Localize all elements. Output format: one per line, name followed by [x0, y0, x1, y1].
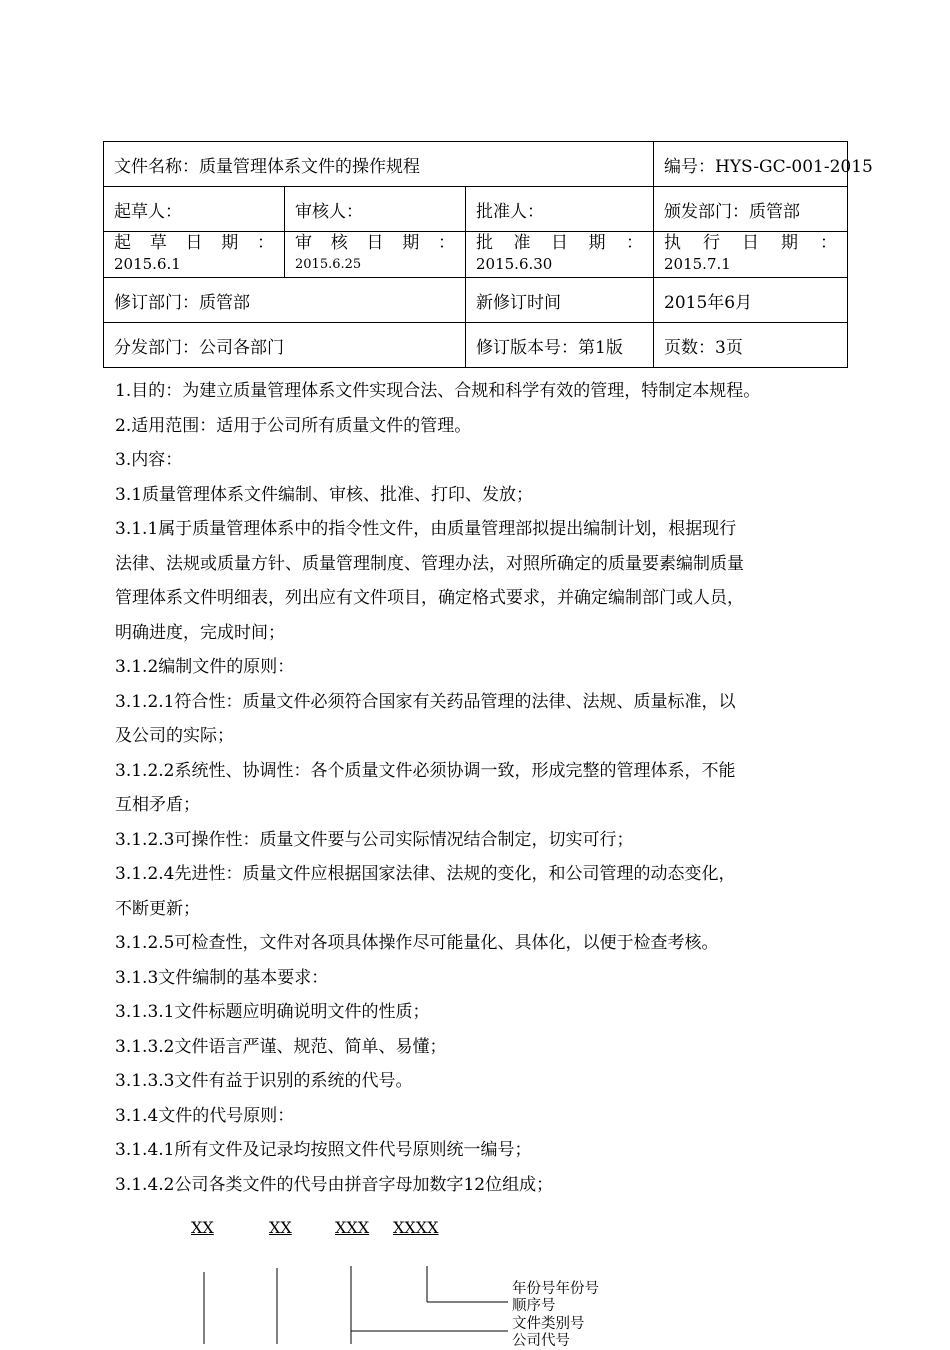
issue-dept-cell: 颁发部门：质管部: [654, 187, 848, 232]
paragraph-3-1-3-3: 3.1.3.3文件有益于识别的系统的代号。: [115, 1071, 413, 1091]
revision-version-cell: 修订版本号：第1版: [466, 323, 654, 368]
exec-date-value: 2015.7.1: [664, 255, 731, 273]
legend-year: 年份号年份号: [512, 1281, 599, 1297]
code-segment-year: XXXX: [393, 1218, 439, 1237]
paragraph-3-1-2-1-line1: 3.1.2.1符合性：质量文件必须符合国家有关药品管理的法律、法规、质量标准，以: [115, 691, 736, 712]
paragraph-3-1-3: 3.1.3文件编制的基本要求：: [115, 967, 329, 988]
paragraph-3-1-1-line1: 3.1.1属于质量管理体系中的指令性文件，由质量管理部拟提出编制计划，根据现行: [115, 519, 737, 539]
paragraph-3-1-3-1: 3.1.3.1文件标题应明确说明文件的性质；: [115, 1002, 430, 1022]
review-date-label: 审核日期：: [295, 233, 455, 253]
approve-date-label: 批准日期：: [476, 233, 643, 253]
revise-dept-cell: 修订部门：质管部: [104, 278, 466, 323]
review-date-value: 2015.6.25: [295, 257, 362, 272]
paragraph-3-1-1-line3: 管理体系文件明细表，列出应有文件项目，确定格式要求，并确定编制部门或人员，: [115, 588, 744, 608]
reviewer-cell: 审核人：: [285, 187, 466, 232]
paragraph-3-1-2-3: 3.1.2.3可操作性：质量文件要与公司实际情况结合制定，切实可行；: [115, 829, 634, 850]
exec-date-label: 执行日期：: [664, 233, 837, 253]
paragraph-3-1-2-5: 3.1.2.5可检查性，文件对各项具体操作尽可能量化、具体化，以便于检查考核。: [115, 933, 719, 953]
page-count-cell: 页数：3页: [654, 323, 848, 368]
code-segment-category: XX: [269, 1218, 292, 1237]
draft-date-value: 2015.6.1: [114, 255, 181, 273]
paragraph-3-1-4-2: 3.1.4.2公司各类文件的代号由拼音字母加数字12位组成；: [115, 1174, 554, 1195]
distribute-dept-cell: 分发部门：公司各部门: [104, 323, 466, 368]
paragraph-3-1-2-4-line1: 3.1.2.4先进性：质量文件应根据国家法律、法规的变化，和公司管理的动态变化，: [115, 864, 736, 884]
legend-company: 公司代号: [512, 1333, 570, 1349]
legend-category: 文件类别号: [512, 1316, 585, 1332]
paragraph-content-heading: 3.内容：: [115, 450, 183, 470]
paragraph-3-1-2-4-line2: 不断更新；: [115, 898, 200, 919]
paragraph-purpose: 1.目的：为建立质量管理体系文件实现合法、合规和科学有效的管理，特制定本规程。: [115, 381, 761, 401]
new-revise-time-cell: 2015年6月: [654, 278, 848, 323]
paragraph-scope: 2.适用范围：适用于公司所有质量文件的管理。: [115, 415, 472, 436]
paragraph-3-1-2-2-line1: 3.1.2.2系统性、协调性：各个质量文件必须协调一致，形成完整的管理体系，不能: [115, 760, 736, 781]
paragraph-3-1: 3.1质量管理体系文件编制、审核、批准、打印、发放；: [115, 484, 534, 505]
approver-cell: 批准人：: [466, 187, 654, 232]
paragraph-3-1-2-1-line2: 及公司的实际；: [115, 726, 234, 746]
paragraph-3-1-4-1: 3.1.4.1所有文件及记录均按照文件代号原则统一编号；: [115, 1140, 532, 1160]
new-revise-time-label-cell: 新修订时间: [466, 278, 654, 323]
paragraph-3-1-3-2: 3.1.3.2文件语言严谨、规范、简单、易懂；: [115, 1036, 447, 1057]
paragraph-3-1-4: 3.1.4文件的代号原则：: [115, 1105, 295, 1126]
paragraph-3-1-1-line2: 法律、法规或质量方针、质量管理制度、管理办法，对照所确定的质量要素编制质量: [115, 553, 744, 574]
paragraph-3-1-1-line4: 明确进度，完成时间；: [115, 622, 285, 643]
file-number-cell: 编号：HYS-GC-001-2015: [654, 142, 848, 187]
drafter-cell: 起草人：: [104, 187, 285, 232]
file-name-cell: 文件名称：质量管理体系文件的操作规程: [104, 142, 654, 187]
paragraph-3-1-2: 3.1.2编制文件的原则：: [115, 657, 295, 677]
approve-date-value: 2015.6.30: [476, 255, 553, 273]
code-segment-company: XX: [191, 1218, 214, 1237]
paragraph-3-1-2-2-line2: 互相矛盾；: [115, 795, 200, 815]
code-segment-sequence: XXX: [335, 1218, 370, 1237]
draft-date-label: 起草日期：: [114, 233, 274, 253]
legend-sequence: 顺序号: [512, 1298, 556, 1314]
